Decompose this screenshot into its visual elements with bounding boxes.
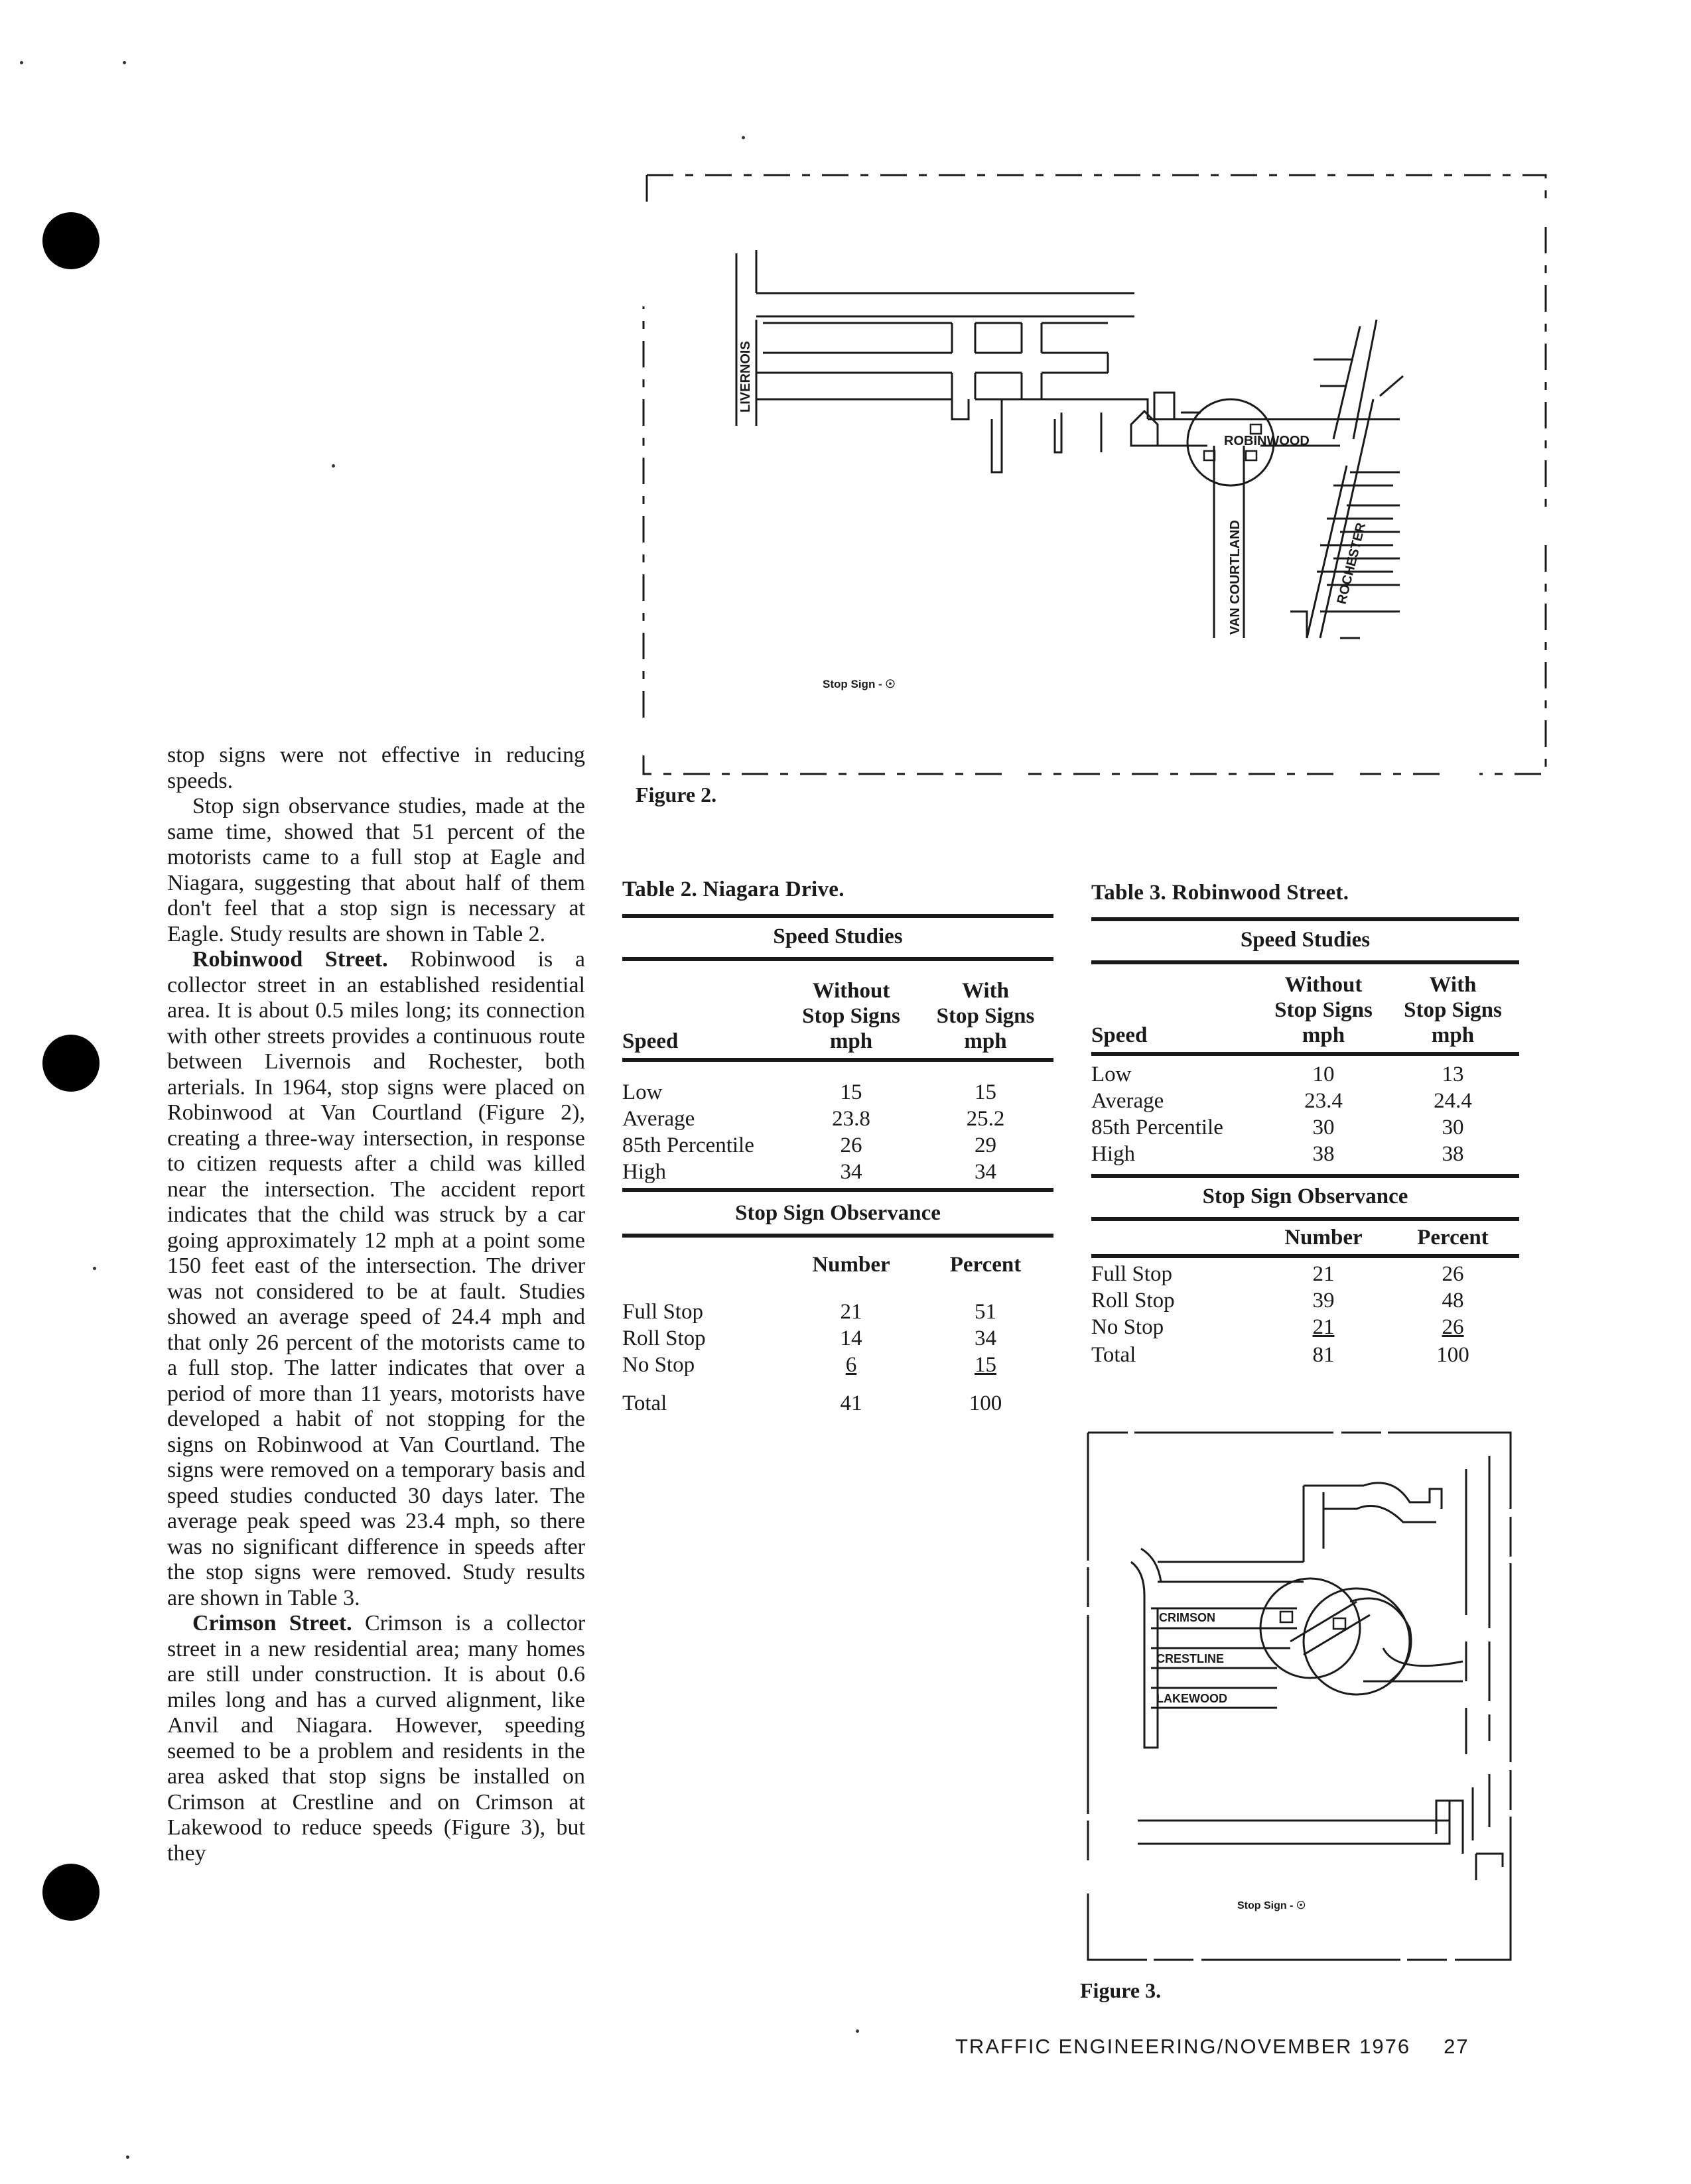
- table-cell: 15: [975, 1080, 996, 1104]
- table-cell: 15: [975, 1353, 996, 1377]
- scan-speck: [20, 61, 23, 64]
- table-rule: [622, 1058, 1053, 1062]
- binder-hole-bottom: [42, 1864, 100, 1921]
- table-cell: Full Stop: [1091, 1262, 1172, 1286]
- scan-speck: [126, 2155, 129, 2159]
- table-2-header-percent: Percent: [949, 1253, 1022, 1277]
- table-3-header-number: Number: [1284, 1226, 1363, 1250]
- table-cell: 26: [1442, 1262, 1464, 1286]
- table-cell: 25.2: [966, 1107, 1005, 1131]
- table-cell: 85th Percentile: [622, 1133, 754, 1157]
- table-2-header-without: Without Stop Signs mph: [802, 979, 900, 1053]
- body-paragraph-1: stop signs were not effective in reducing speeds.: [167, 743, 585, 793]
- table-cell: 100: [969, 1391, 1002, 1415]
- table-row: [1091, 1114, 1519, 1141]
- table-row: [1091, 1061, 1519, 1088]
- table-cell: 21: [1312, 1315, 1335, 1339]
- table-2: [622, 877, 1053, 1417]
- table-3-header-row: [1091, 964, 1519, 1052]
- table-2-observance-section: Stop Sign Observance: [735, 1201, 941, 1225]
- table-cell: 23.8: [832, 1107, 870, 1131]
- table-3-header-without: Without Stop Signs mph: [1274, 973, 1373, 1047]
- label-rochester: ROCHESTER: [1334, 521, 1369, 606]
- table-cell: 34: [975, 1160, 996, 1184]
- table-3-speed-section: Speed Studies: [1240, 928, 1371, 952]
- table-cell: 21: [1312, 1262, 1335, 1286]
- table-2-header-row: [622, 961, 1053, 1058]
- body-paragraph-3-text: Robinwood is a collector street in an established residential area. It is about 0.5 miles long; its connection with other streets provides a continuous route between Livernois and Rochester, both arterials. In 1964, stop signs were placed on Robinwood at Van Courtland (Figure 2), creating a three-way intersection, in response to citizen requests after a child was killed near the intersection. The accident report indicates that the child was struck by a car going approximately 12 mph at a point some 150 feet east of the intersection. The driver was not considered to be at fault. Studies showed an average speed of 24.4 mph and that only 26 percent of the motorists came to a full stop. The latter indicates that over a period of more than 11 years, motorists have developed a habit of not stopping for the signs on Robinwood at Van Courtland. The signs were removed on a temporary basis and speed studies conducted 30 days later. The average peak speed was 23.4 mph, so there was no significant difference in speeds after the stop signs were removed. Study results are shown in Table 3.: [167, 947, 586, 1610]
- table-rule: [1091, 1052, 1519, 1056]
- label-lakewood: LAKEWOOD: [1156, 1692, 1227, 1705]
- table-2-header-with: With Stop Signs mph: [936, 979, 1035, 1053]
- table-row: [622, 1079, 1053, 1106]
- label-van-courtland: VAN COURTLAND: [1228, 520, 1243, 635]
- table-cell: 26: [840, 1133, 862, 1157]
- table-cell: 85th Percentile: [1091, 1116, 1223, 1139]
- table-2-obs-header-row: [622, 1238, 1053, 1281]
- stop-sign-marker: [1333, 1618, 1345, 1629]
- label-crimson: CRIMSON: [1159, 1611, 1215, 1624]
- table-rule: [1091, 1254, 1519, 1258]
- table-total-row: [1091, 1342, 1519, 1368]
- table-total-row: [622, 1390, 1053, 1417]
- table-3-obs-header-row: [1091, 1221, 1519, 1254]
- table-cell: Roll Stop: [1091, 1289, 1175, 1313]
- table-cell: 24.4: [1434, 1089, 1472, 1113]
- binder-hole-middle: [42, 1035, 100, 1092]
- figure2-legend: Stop Sign - ☉: [823, 678, 896, 690]
- table-row: [1091, 1261, 1519, 1287]
- table-cell: 15: [840, 1080, 862, 1104]
- table-row: [1091, 1314, 1519, 1340]
- table-cell: 38: [1442, 1142, 1464, 1166]
- table-3-header-with: With Stop Signs mph: [1404, 973, 1502, 1047]
- table-3: [1091, 881, 1519, 1368]
- run-in-head-robinwood: Robinwood Street.: [192, 947, 388, 972]
- table-cell: Roll Stop: [622, 1326, 706, 1350]
- table-cell: 30: [1442, 1116, 1464, 1139]
- table-row: [622, 1299, 1053, 1325]
- table-cell: 21: [840, 1300, 862, 1324]
- table-2-header-speed: Speed: [622, 1029, 679, 1053]
- scan-speck: [332, 464, 335, 468]
- table-cell: High: [1091, 1142, 1135, 1166]
- table-cell: High: [622, 1160, 666, 1184]
- table-cell: 48: [1442, 1289, 1464, 1313]
- page-footer: [955, 2035, 1469, 2059]
- body-paragraph-2: Stop sign observance studies, made at the same time, showed that 51 percent of the motorists came to a full stop at Eagle and Niagara, suggesting that about half of them don't feel that a stop sign is necessary at Eagle. Study results are shown in Table 2.: [167, 794, 585, 946]
- table-cell: Average: [1091, 1089, 1164, 1113]
- table-3-title: Table 3. Robinwood Street.: [1091, 881, 1349, 905]
- scan-speck: [856, 2029, 859, 2033]
- table-cell: Average: [622, 1107, 695, 1131]
- table-3-header-speed: Speed: [1091, 1023, 1148, 1047]
- figure-2-caption: Figure 2.: [636, 783, 717, 806]
- table-cell: 100: [1436, 1343, 1469, 1367]
- table-cell: 29: [975, 1133, 996, 1157]
- table-2-header-number: Number: [812, 1253, 890, 1277]
- table-row: [622, 1159, 1053, 1185]
- body-text-column: [167, 743, 585, 1866]
- table-row: [1091, 1088, 1519, 1114]
- table-cell: 23.4: [1304, 1089, 1343, 1113]
- table-cell: No Stop: [622, 1353, 695, 1377]
- scan-speck: [742, 136, 745, 139]
- figure-3-map: [1078, 1429, 1529, 1980]
- table-cell: 41: [840, 1391, 862, 1415]
- table-cell: Total: [1091, 1343, 1136, 1367]
- table-cell: 6: [845, 1353, 857, 1377]
- body-paragraph-4: [167, 1611, 585, 1866]
- table-cell: 51: [975, 1300, 996, 1324]
- scan-speck: [123, 61, 126, 64]
- table-row: [622, 1325, 1053, 1352]
- stop-sign-marker: [1280, 1612, 1292, 1622]
- body-paragraph-3: [167, 947, 585, 1611]
- journal-name: TRAFFIC ENGINEERING/NOVEMBER 1976: [955, 2035, 1411, 2058]
- table-row: [1091, 1287, 1519, 1314]
- figure-3-drawing: [1078, 1429, 1529, 1980]
- table-3-observance-section: Stop Sign Observance: [1202, 1185, 1408, 1208]
- table-cell: 14: [840, 1326, 862, 1350]
- table-cell: 13: [1442, 1062, 1464, 1086]
- table-cell: 10: [1312, 1062, 1335, 1086]
- body-paragraph-4-text: Crimson is a collector street in a new residential area; many homes are still under construction. It is about 0.6 miles long and has a curved alignment, like Anvil and Niagara. However, speeding seemed to be a problem and residents in the area asked that stop signs be installed on Crimson at Crestline and on Crimson at Lakewood to reduce speeds (Figure 3), but they: [167, 1611, 586, 1866]
- table-row: [622, 1352, 1053, 1378]
- table-cell: 81: [1312, 1343, 1335, 1367]
- label-livernois: LIVERNOIS: [738, 341, 753, 413]
- table-cell: 38: [1312, 1142, 1335, 1166]
- table-cell: 30: [1312, 1116, 1335, 1139]
- figure3-legend: Stop Sign - ☉: [1237, 1900, 1306, 1911]
- figure-2-drawing: [630, 174, 1552, 794]
- label-robinwood: ROBINWOOD: [1224, 434, 1310, 448]
- table-row: [622, 1132, 1053, 1159]
- figure-2-map: [630, 174, 1552, 794]
- table-cell: Low: [1091, 1062, 1132, 1086]
- table-row: [622, 1106, 1053, 1132]
- table-2-title: Table 2. Niagara Drive.: [622, 877, 845, 901]
- page-number: 27: [1444, 2035, 1469, 2058]
- table-cell: 34: [975, 1326, 996, 1350]
- table-cell: No Stop: [1091, 1315, 1164, 1339]
- table-cell: 39: [1312, 1289, 1335, 1313]
- scan-speck: [93, 1267, 96, 1270]
- table-cell: Full Stop: [622, 1300, 703, 1324]
- table-cell: Low: [622, 1080, 663, 1104]
- table-cell: Total: [622, 1391, 667, 1415]
- table-row: [1091, 1141, 1519, 1167]
- table-2-speed-section: Speed Studies: [773, 925, 903, 948]
- run-in-head-crimson: Crimson Street.: [192, 1611, 352, 1636]
- table-cell: 34: [840, 1160, 862, 1184]
- table-cell: 26: [1442, 1315, 1464, 1339]
- figure-3-caption: Figure 3.: [1080, 1978, 1162, 2002]
- label-crestline: CRESTLINE: [1156, 1652, 1225, 1665]
- binder-hole-top: [42, 212, 100, 269]
- table-3-header-percent: Percent: [1417, 1226, 1489, 1250]
